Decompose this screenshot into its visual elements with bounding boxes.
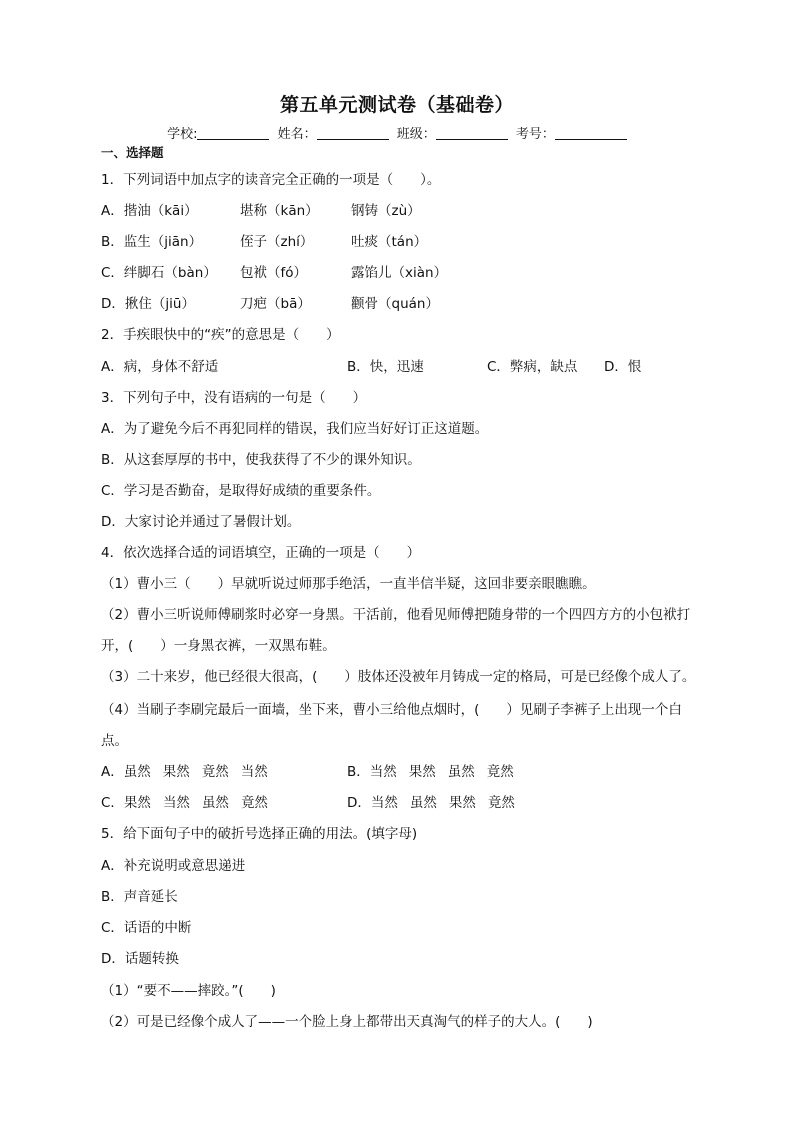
number-label: 考号：: [515, 127, 555, 142]
q5-option-c[interactable]: C．话语的中断: [101, 920, 192, 936]
q4-option-c[interactable]: [101, 794, 280, 812]
q4-stem: 4．依次选择合适的词语填空，正确的一项是（ ）: [101, 545, 421, 561]
q4-d-word: 虽然: [409, 795, 437, 811]
q4-option-b[interactable]: [347, 763, 526, 781]
q1-b-word-3: 吐痰（tán）: [351, 234, 428, 250]
page-title: 第五单元测试卷（基础卷）: [279, 94, 514, 116]
q4-c-word: 竟然: [240, 795, 268, 811]
q4-sentence-2: （2）曹小三听说师傅刷浆时必穿一身黑。干活前，他看见师傅把随身带的一个四四方方的小包袱打: [101, 607, 691, 623]
q4-a-word: 竟然: [201, 764, 229, 780]
q2-option-d[interactable]: D．恨: [604, 359, 642, 375]
q3-option-a[interactable]: A．为了避免今后不再犯同样的错误，我们应当好好订正这道题。: [101, 421, 489, 437]
q4-sentence-1: （1）曹小三（ ）早就听说过师那手绝活，一直半信半疑，这回非要亲眼瞧瞧。: [101, 576, 596, 592]
q1-option-a[interactable]: [101, 202, 198, 220]
q4-option-a[interactable]: [101, 763, 280, 781]
q1-d-word-1: D．揪住（jiū）: [101, 296, 195, 312]
q4-c-word: 当然: [162, 795, 190, 811]
q4-c-word: 虽然: [201, 795, 229, 811]
q3-option-d[interactable]: D．大家讨论并通过了暑假计划。: [101, 514, 301, 530]
q3-option-c[interactable]: C．学习是否勤奋，是取得好成绩的重要条件。: [101, 483, 381, 499]
q4-sentence-3: （3）二十来岁，他已经很大很高，( ）肢体还没被年月铸成一定的格局，可是已经像个成人了。: [101, 669, 696, 685]
q1-option-d[interactable]: [101, 295, 195, 313]
q4-option-d[interactable]: [347, 794, 527, 812]
q1-b-word-1: B．监生（jiān）: [101, 234, 203, 250]
class-label: 班级：: [396, 127, 436, 142]
q1-b-word-2: 侄子（zhí）: [240, 234, 314, 250]
q1-option-b[interactable]: [101, 233, 202, 251]
number-blank[interactable]: [555, 125, 627, 140]
name-label: 姓名：: [277, 127, 317, 142]
q1-a-word-2: 堪称（kān）: [240, 203, 319, 219]
q4-d-word: D．当然: [347, 795, 398, 811]
q3-stem: 3．下列句子中，没有语病的一句是（ ）: [101, 390, 367, 406]
q4-sentence-2-cont: 开，( ）一身黑衣裤，一双黑布鞋。: [101, 638, 336, 654]
q3-option-b[interactable]: B．从这套厚厚的书中，使我获得了不少的课外知识。: [101, 452, 421, 468]
q4-a-word: 果然: [162, 764, 190, 780]
q4-b-word: 竟然: [486, 764, 514, 780]
section-heading: 一、选择题: [101, 145, 164, 160]
q1-d-word-2: 刀疤（bā）: [240, 296, 311, 312]
q1-d-word-3: 颧骨（quán）: [351, 296, 439, 312]
q1-c-word-2: 包袱（fó）: [240, 265, 308, 281]
school-label: 学校:: [167, 127, 198, 142]
q1-option-c[interactable]: [101, 264, 217, 282]
q5-option-d[interactable]: D．话题转换: [101, 951, 179, 967]
q1-stem: 1．下列词语中加点字的读音完全正确的一项是（ ）。: [101, 172, 441, 188]
q4-sentence-4-cont: 点。: [101, 733, 128, 749]
q4-sentence-4: （4）当刷子李刷完最后一面墙，坐下来，曹小三给他点烟时，( ）见刷子李裤子上出现一个白: [101, 702, 682, 718]
q2-option-c[interactable]: C．弊病，缺点: [487, 359, 578, 375]
q1-c-word-1: C．绊脚石（bàn）: [101, 265, 217, 281]
q2-option-a[interactable]: A．病，身体不舒适: [101, 359, 219, 375]
q5-option-a[interactable]: A．补充说明或意思递进: [101, 858, 246, 874]
q4-b-word: 果然: [408, 764, 436, 780]
q1-a-word-1: A．揩油（kāi）: [101, 203, 198, 219]
student-info-line: [0, 123, 794, 142]
q4-b-word: B．当然: [347, 764, 397, 780]
q2-option-b[interactable]: B．快，迅速: [347, 359, 424, 375]
q4-d-word: 竟然: [487, 795, 515, 811]
q2-stem: 2．手疾眼快中的“疾”的意思是（ ）: [101, 327, 340, 343]
q5-stem: 5．给下面句子中的破折号选择正确的用法。(填字母): [101, 826, 418, 842]
school-blank[interactable]: [197, 125, 269, 140]
q5-option-b[interactable]: B．声音延长: [101, 889, 178, 905]
q4-a-word: 当然: [240, 764, 268, 780]
q4-c-word: C．果然: [101, 795, 151, 811]
q5-sentence-2: （2）可是已经像个成人了——一个脸上身上都带出天真淘气的样子的大人。( ): [101, 1014, 593, 1030]
class-blank[interactable]: [436, 125, 508, 140]
q1-c-word-3: 露馅儿（xiàn）: [351, 265, 448, 281]
q1-a-word-3: 钢铸（zù）: [351, 203, 421, 219]
q4-a-word: A．虽然: [101, 764, 151, 780]
name-blank[interactable]: [317, 125, 389, 140]
q4-b-word: 虽然: [447, 764, 475, 780]
q4-d-word: 果然: [448, 795, 476, 811]
q5-sentence-1: （1）“要不——摔跤。”( ): [101, 983, 276, 999]
